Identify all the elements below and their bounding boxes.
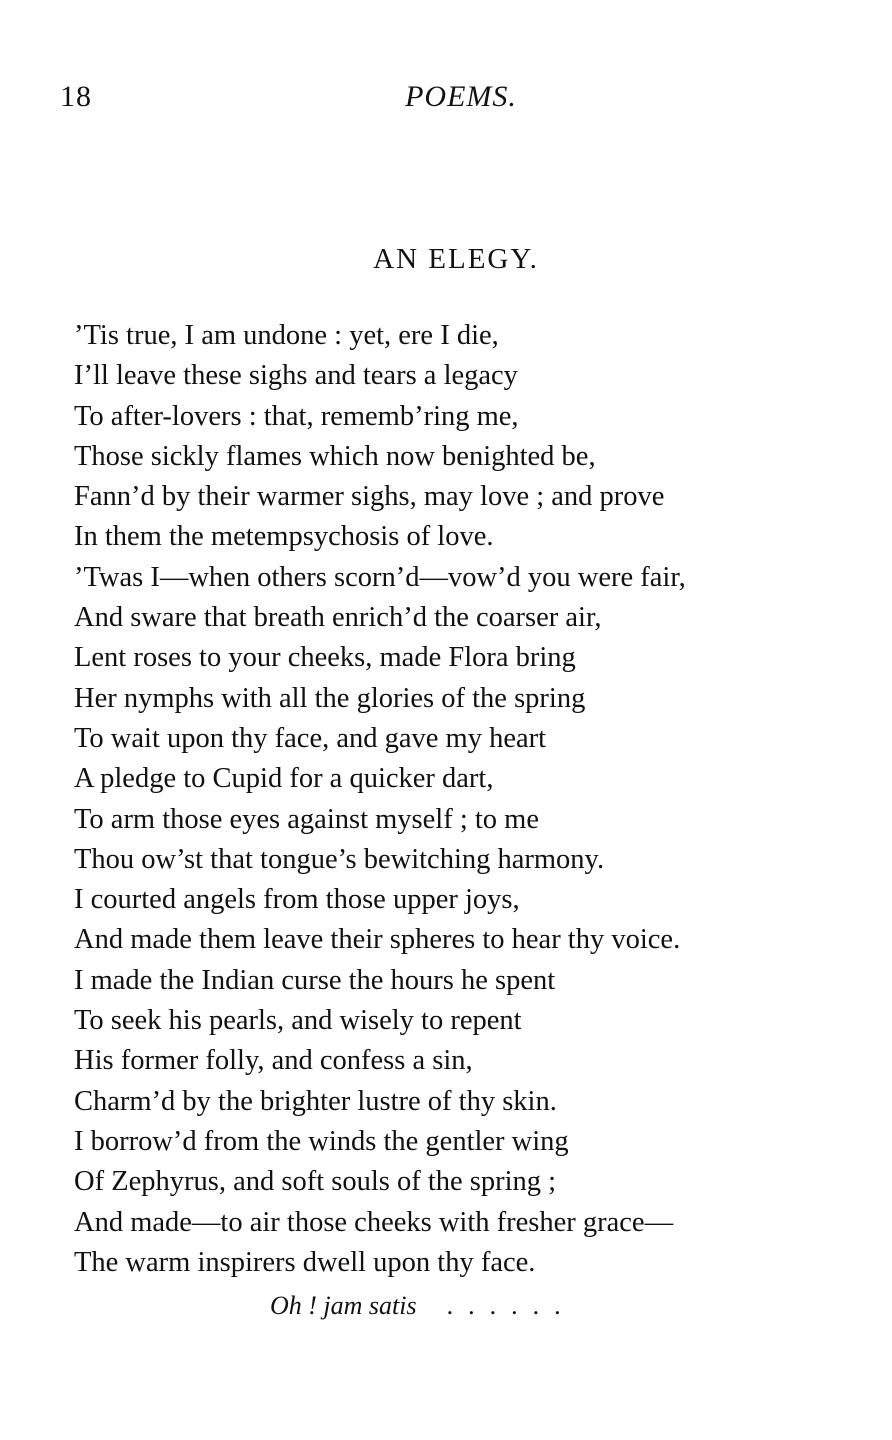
page-number: 18: [60, 80, 92, 113]
poem-line: The warm inspirers dwell upon thy face.: [74, 1246, 536, 1278]
poem-title: AN ELEGY.: [373, 243, 539, 275]
poem-line: I’ll leave these sighs and tears a legacy: [74, 360, 518, 392]
poem-line: ’Tis true, I am undone : yet, ere I die,: [74, 320, 499, 351]
poem-body: [74, 316, 874, 1283]
poem-line: A pledge to Cupid for a quicker dart,: [74, 763, 494, 795]
poem-line: And sware that breath enrich’d the coarser air,: [74, 602, 602, 634]
poem-line: And made—to air those cheeks with fresher grace—: [74, 1206, 674, 1238]
poem-line: His former folly, and confess a sin,: [74, 1045, 473, 1077]
poem-line: Fann’d by their warmer sighs, may love ; and prove: [74, 481, 665, 513]
poem-line: Charm’d by the brighter lustre of thy skin.: [74, 1085, 557, 1117]
poem-line: And made them leave their spheres to hear thy voice.: [74, 924, 681, 956]
closing-dots: ......: [446, 1291, 576, 1320]
closing-line: [270, 1291, 576, 1321]
poem-line: To wait upon thy face, and gave my heart: [74, 722, 547, 754]
poem-line: To arm those eyes against myself ; to me: [74, 803, 539, 835]
poem-line: Those sickly flames which now benighted be,: [74, 440, 596, 472]
poem-line: To after-lovers : that, rememb’ring me,: [74, 400, 519, 432]
poem-line: To seek his pearls, and wisely to repent: [74, 1005, 522, 1037]
poem-line: ’Twas I—when others scorn’d—vow’d you were fair,: [74, 561, 686, 593]
poem-line: Thou ow’st that tongue’s bewitching harmony.: [74, 843, 605, 875]
closing-text: Oh ! jam satis: [270, 1291, 417, 1320]
poem-line: Lent roses to your cheeks, made Flora bring: [74, 642, 576, 674]
poem-line: I made the Indian curse the hours he spent: [74, 964, 556, 996]
poem-line: In them the metempsychosis of love.: [74, 521, 494, 553]
poem-line: I courted angels from those upper joys,: [74, 884, 520, 916]
running-head: POEMS.: [405, 80, 517, 113]
poem-line: Of Zephyrus, and soft souls of the spring ;: [74, 1166, 557, 1198]
poem-line: I borrow’d from the winds the gentler wing: [74, 1125, 569, 1157]
poem-line: Her nymphs with all the glories of the spring: [74, 682, 586, 714]
